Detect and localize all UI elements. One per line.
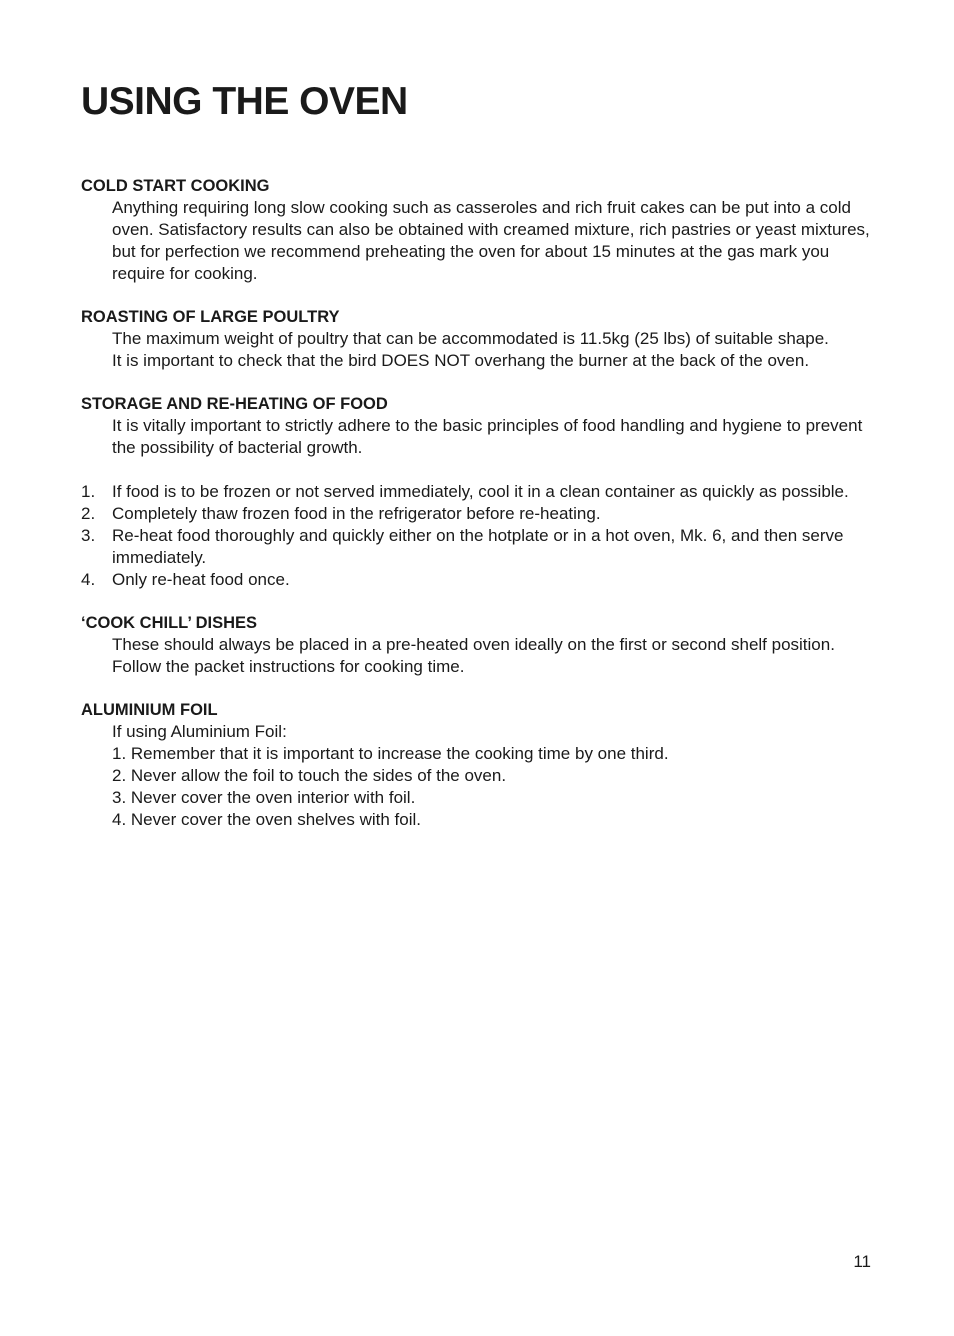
paragraph: 4. Never cover the oven shelves with foil. bbox=[112, 810, 421, 829]
list-text: Only re-heat food once. bbox=[112, 570, 290, 589]
sections bbox=[81, 175, 873, 831]
list-text: Re-heat food thoroughly and quickly either on the hotplate or in a hot oven, Mk. 6, and then serve immediately. bbox=[112, 526, 844, 567]
section-body bbox=[81, 197, 873, 285]
section-body bbox=[81, 415, 873, 459]
section-cook-chill-dishes bbox=[81, 612, 873, 678]
paragraph: 2. Never allow the foil to touch the sides of the oven. bbox=[112, 766, 507, 785]
numbered-list bbox=[81, 481, 873, 591]
page-number: 11 bbox=[853, 1252, 871, 1271]
paragraph: It is important to check that the bird DOES NOT overhang the burner at the back of the oven. bbox=[112, 351, 810, 370]
section-aluminium-foil bbox=[81, 699, 873, 831]
list-text: If food is to be frozen or not served immediately, cool it in a clean container as quickly as possible. bbox=[112, 482, 849, 501]
list-number: 2. bbox=[81, 504, 96, 523]
list-text: Completely thaw frozen food in the refrigerator before re-heating. bbox=[112, 504, 601, 523]
paragraph: If using Aluminium Foil: bbox=[112, 722, 287, 741]
list-item bbox=[81, 503, 873, 525]
section-heading: STORAGE AND RE-HEATING OF FOOD bbox=[81, 395, 388, 413]
section-body bbox=[81, 328, 873, 372]
section-heading: COLD START COOKING bbox=[81, 177, 270, 195]
document-page bbox=[81, 78, 873, 852]
paragraph: 3. Never cover the oven interior with foil. bbox=[112, 788, 416, 807]
section-heading: ALUMINIUM FOIL bbox=[81, 701, 218, 719]
section-cold-start-cooking bbox=[81, 175, 873, 285]
page-title: USING THE OVEN bbox=[81, 80, 408, 123]
list-item bbox=[81, 525, 873, 569]
paragraph: These should always be placed in a pre-heated oven ideally on the first or second shelf position. Follow the packet instructions for cooking time. bbox=[112, 635, 835, 676]
paragraph: Anything requiring long slow cooking such as casseroles and rich fruit cakes can be put into a cold oven. Satisfactory results can also be obtained with creamed mixture, rich pastries or yeast mixtures, but for perfection we recommend preheating the oven for about 15 minutes at the gas mark you require for cooking. bbox=[112, 198, 870, 283]
section-heading: ‘COOK CHILL’ DISHES bbox=[81, 614, 258, 632]
paragraph: It is vitally important to strictly adhere to the basic principles of food handling and hygiene to prevent the possibility of bacterial growth. bbox=[112, 416, 863, 457]
list-number: 1. bbox=[81, 482, 96, 501]
paragraph: 1. Remember that it is important to increase the cooking time by one third. bbox=[112, 744, 669, 763]
section-heading: ROASTING OF LARGE POULTRY bbox=[81, 308, 340, 326]
section-roasting-large-poultry bbox=[81, 306, 873, 372]
section-body bbox=[81, 634, 873, 678]
list-item bbox=[81, 569, 873, 591]
list-number: 3. bbox=[81, 526, 96, 545]
section-body bbox=[81, 721, 873, 831]
list-number: 4. bbox=[81, 570, 96, 589]
paragraph: The maximum weight of poultry that can be accommodated is 11.5kg (25 lbs) of suitable shape. bbox=[112, 329, 829, 348]
section-storage-reheating bbox=[81, 393, 873, 591]
list-item bbox=[81, 481, 873, 503]
